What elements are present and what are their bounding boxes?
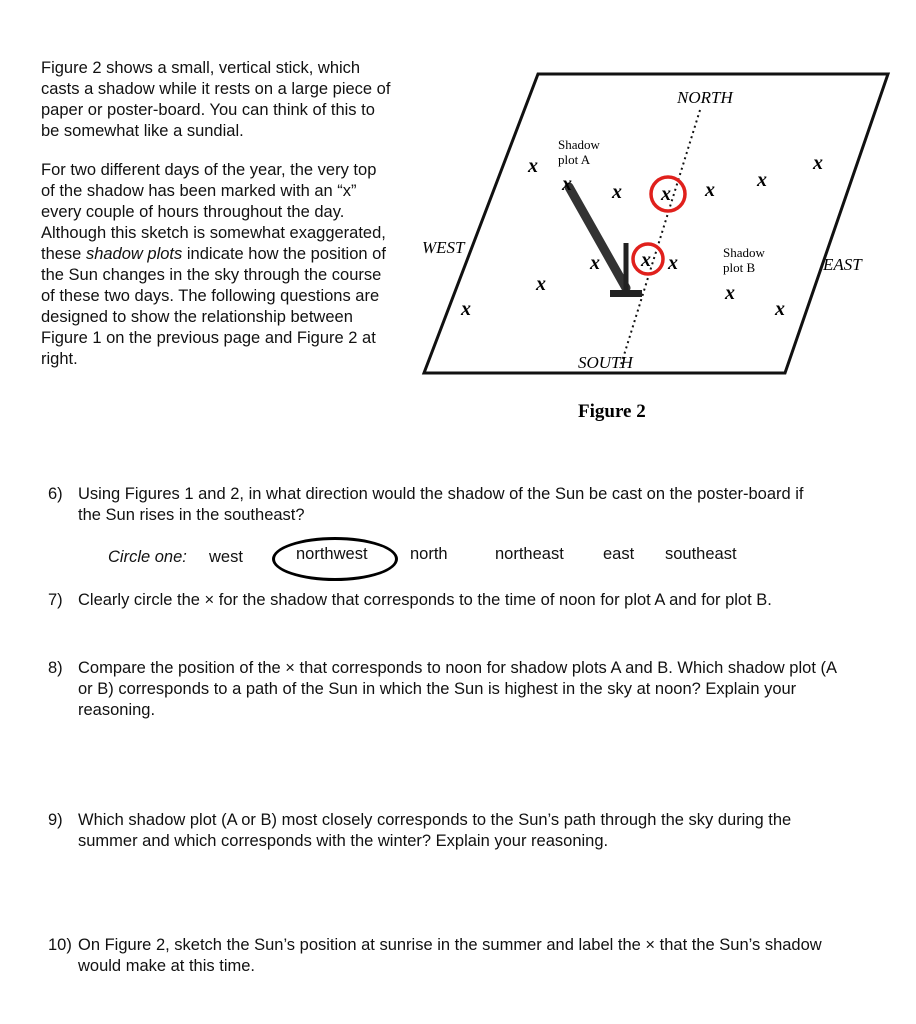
figure-caption: Figure 2 (578, 401, 646, 422)
plot-a-mark: x (562, 173, 572, 195)
plot-b-mark: x (725, 282, 735, 304)
question-8 (48, 658, 838, 721)
question-number: 10) (48, 936, 72, 954)
question-number: 8) (48, 659, 63, 677)
plot-b-mark: x (668, 252, 678, 274)
question-number: 6) (48, 485, 63, 503)
question-7 (48, 590, 838, 611)
plot-b-label-1: Shadow (723, 245, 765, 260)
label-east: EAST (823, 255, 862, 274)
choices-label: Circle one: (108, 548, 187, 566)
question-text: Clearly circle the × for the shadow that corresponds to the time of noon for plot A and for plot B. (78, 591, 772, 609)
plot-a-label-2: plot A (558, 152, 591, 167)
plot-b-mark: x (461, 298, 471, 320)
plot-b-mark: x (775, 298, 785, 320)
choice-east[interactable]: east (603, 545, 635, 563)
choice-northwest[interactable]: northwest (296, 545, 368, 563)
figure-2 (410, 50, 900, 430)
question-text: On Figure 2, sketch the Sun’s position at sunrise in the summer and label the × that the Sun’s shadow would make at this time. (78, 936, 822, 975)
poster-board (424, 74, 888, 373)
question-6 (48, 484, 808, 526)
plot-b-mark-noon: x (641, 249, 651, 271)
plot-a-mark: x (705, 179, 715, 201)
question-number: 7) (48, 591, 63, 609)
stick-base (610, 290, 642, 297)
selected-answer-ellipse (272, 537, 398, 581)
question-text: Which shadow plot (A or B) most closely corresponds to the Sun’s path through the sky during the summer and which corresponds with the winter? Explain your reasoning. (78, 811, 792, 850)
label-north: NORTH (677, 88, 733, 107)
intro-p2-em: shadow plots (85, 245, 183, 263)
plot-a-label-1: Shadow (558, 137, 600, 152)
intro-paragraph-2 (41, 160, 391, 370)
plot-a-mark: x (528, 155, 538, 177)
label-west: WEST (422, 238, 465, 257)
choice-southeast[interactable]: southeast (665, 545, 737, 563)
plot-a-mark: x (813, 152, 823, 174)
plot-a-mark: x (612, 181, 622, 203)
plot-a-mark-noon: x (661, 183, 671, 205)
label-south: SOUTH (578, 353, 633, 372)
choice-north[interactable]: north (410, 545, 448, 563)
plot-b-label-2: plot B (723, 260, 756, 275)
answer-choices (108, 545, 808, 572)
question-9 (48, 810, 838, 852)
intro-paragraph-1: Figure 2 shows a small, vertical stick, which casts a shadow while it rests on a large piece of paper or poster-board. You can think of this to be somewhat like a sundial. (41, 59, 391, 140)
choice-northeast[interactable]: northeast (495, 545, 564, 563)
choice-west[interactable]: west (209, 548, 243, 566)
question-text: Compare the position of the × that corresponds to noon for shadow plots A and B. Which shadow plot (A or B) corresponds to a path of the Sun in which the Sun is highest in the sky at noon? Explain your reasoning. (78, 659, 837, 719)
question-text: Using Figures 1 and 2, in what direction would the shadow of the Sun be cast on the poster-board if the Sun rises in the southeast? (78, 485, 804, 524)
intro-p2-b: indicate how the position of the Sun changes in the sky through the course of these two days. The following questions are designed to show the relationship between Figure 1 on the previous page and Figure 2 at right. (41, 245, 386, 368)
intro-p2-a: For two different days of the year, the very top of the shadow has been marked with an “x” every couple of hours throughout the day. Although this sketch is somewhat exaggerated, these (41, 161, 386, 263)
plot-a-mark: x (757, 169, 767, 191)
question-number: 9) (48, 811, 63, 829)
intro-text (41, 58, 391, 388)
plot-b-mark: x (590, 252, 600, 274)
question-10 (48, 935, 838, 977)
north-south-line (620, 110, 700, 368)
plot-b-mark: x (536, 273, 546, 295)
